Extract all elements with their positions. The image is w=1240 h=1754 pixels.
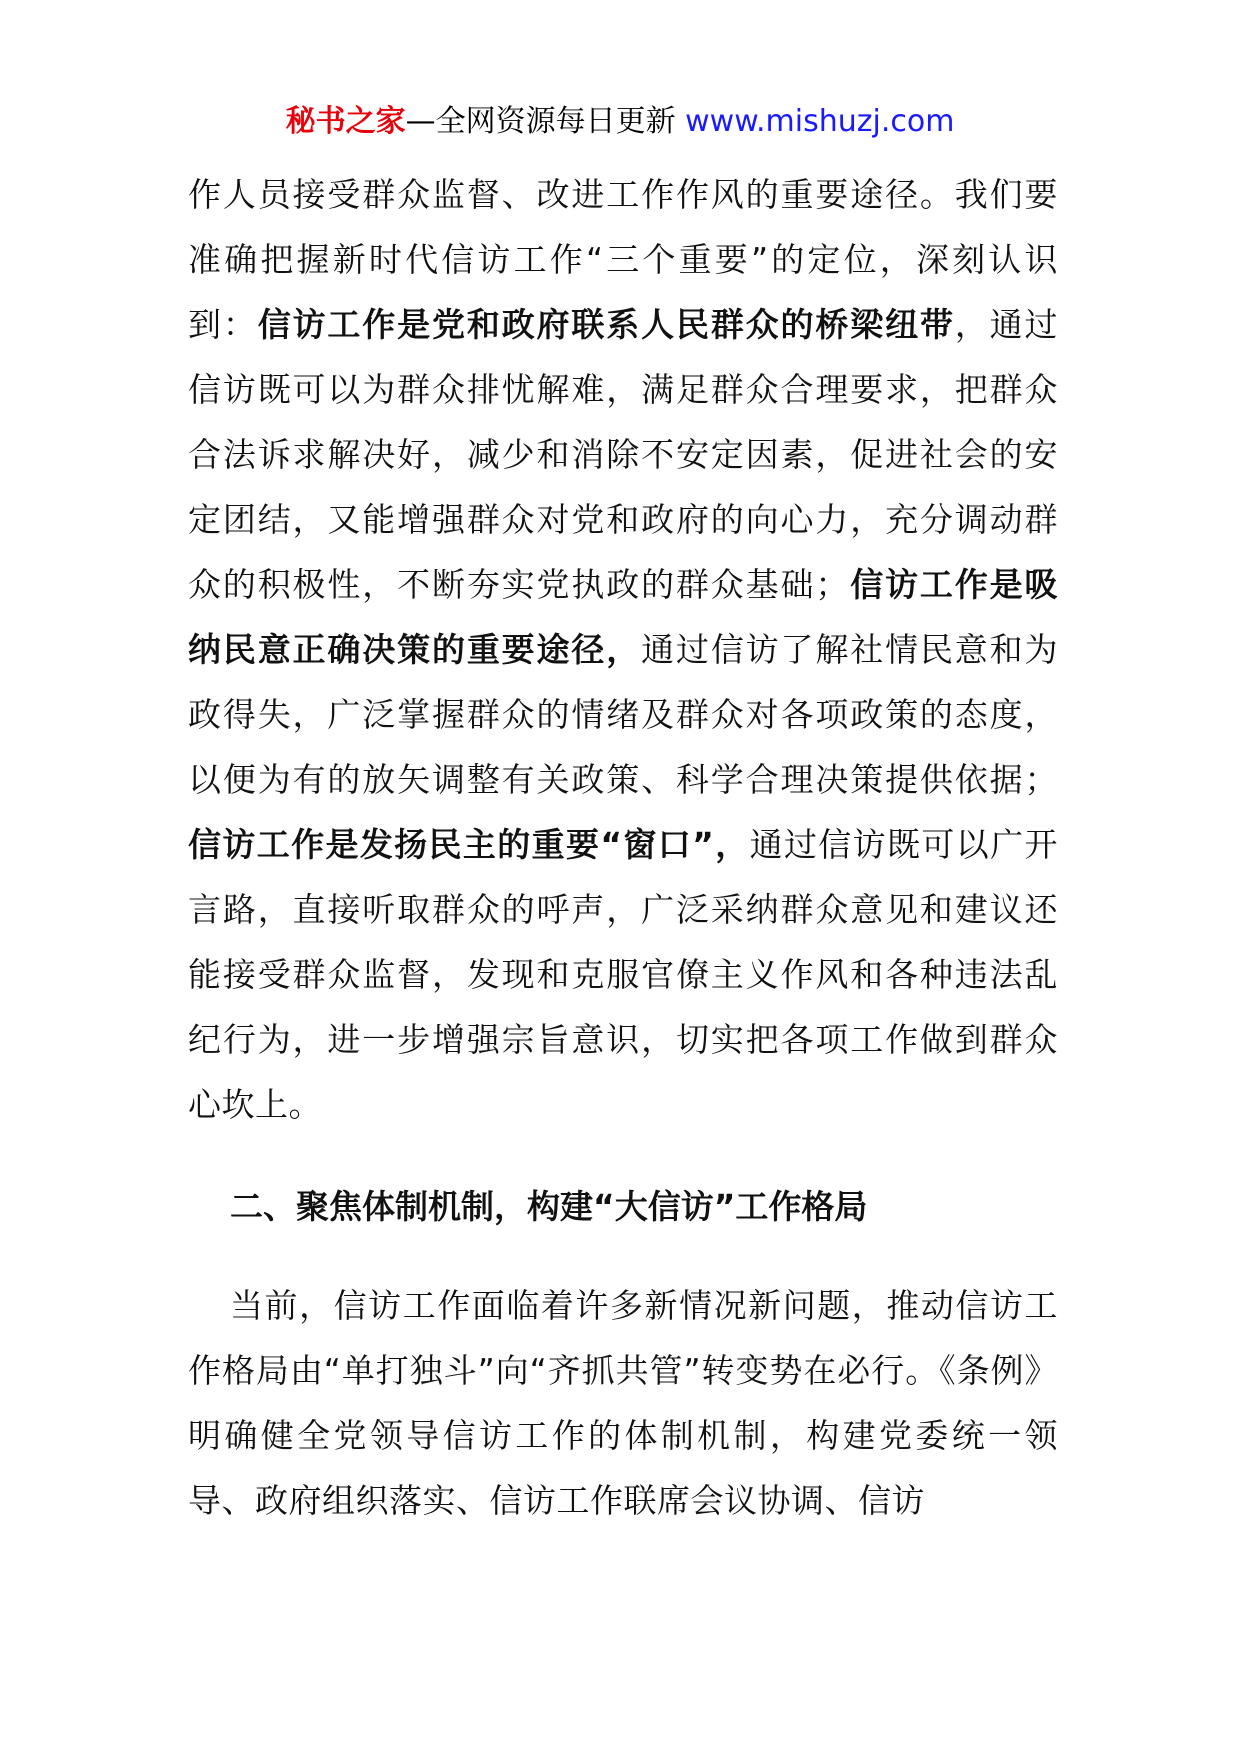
page-header — [0, 100, 1240, 144]
paragraph-1-text-3: 通过信访了解社情民意和为政得失，广泛掌握群众的情绪及群众对各项政策的态度，以便为有的放矢调整有关政策、科学合理决策提供依据； — [188, 630, 1059, 799]
site-brand: 秘书之家 — [285, 104, 406, 139]
paragraph-1-emphasis-1: 信访工作是党和政府联系人民群众的桥梁纽带 — [257, 305, 955, 344]
paragraph-1-text-1: 作人员接受群众监督、改进工作作风的重要途径。我们要准确把握新时代信访工作“三个重要”的定位，深刻认识到： — [188, 175, 1058, 344]
paragraph-1-text-2: ，通过信访既可以为群众排忧解难，满足群众合理要求，把群众合法诉求解决好，减少和消除不安定因素，促进社会的安定团结，又能增强群众对党和政府的向心力，充分调动群众的积极性，不断夯实党执政的群众基础； — [188, 305, 1059, 604]
site-url-link[interactable]: www.mishuzj.com — [685, 104, 955, 139]
paragraph-1-text-4: 通过信访既可以广开言路，直接听取群众的呼声，广泛采纳群众意见和建议还能接受群众监督，发现和克服官僚主义作风和各种违法乱纪行为，进一步增强宗旨意识，切实把各项工作做到群众心坎上。 — [188, 825, 1058, 1124]
paragraph-1 — [188, 162, 1058, 1137]
section-2-heading: 二、聚焦体制机制，构建“大信访”工作格局 — [230, 1187, 868, 1226]
site-tagline: —全网资源每日更新 — [405, 104, 686, 139]
paragraph-1-emphasis-2: 信访工作是吸纳民意正确决策的重要途径， — [188, 565, 1059, 669]
document-body — [188, 162, 1058, 1533]
paragraph-1-emphasis-3: 信访工作是发扬民主的重要“窗口”， — [188, 825, 750, 864]
paragraph-2: 当前，信访工作面临着许多新情况新问题，推动信访工作格局由“单打独斗”向“齐抓共管”转变势在必行。《条例》明确健全党领导信访工作的体制机制，构建党委统一领导、政府组织落实、信访工作联席会议协调、信访 — [188, 1286, 1058, 1520]
